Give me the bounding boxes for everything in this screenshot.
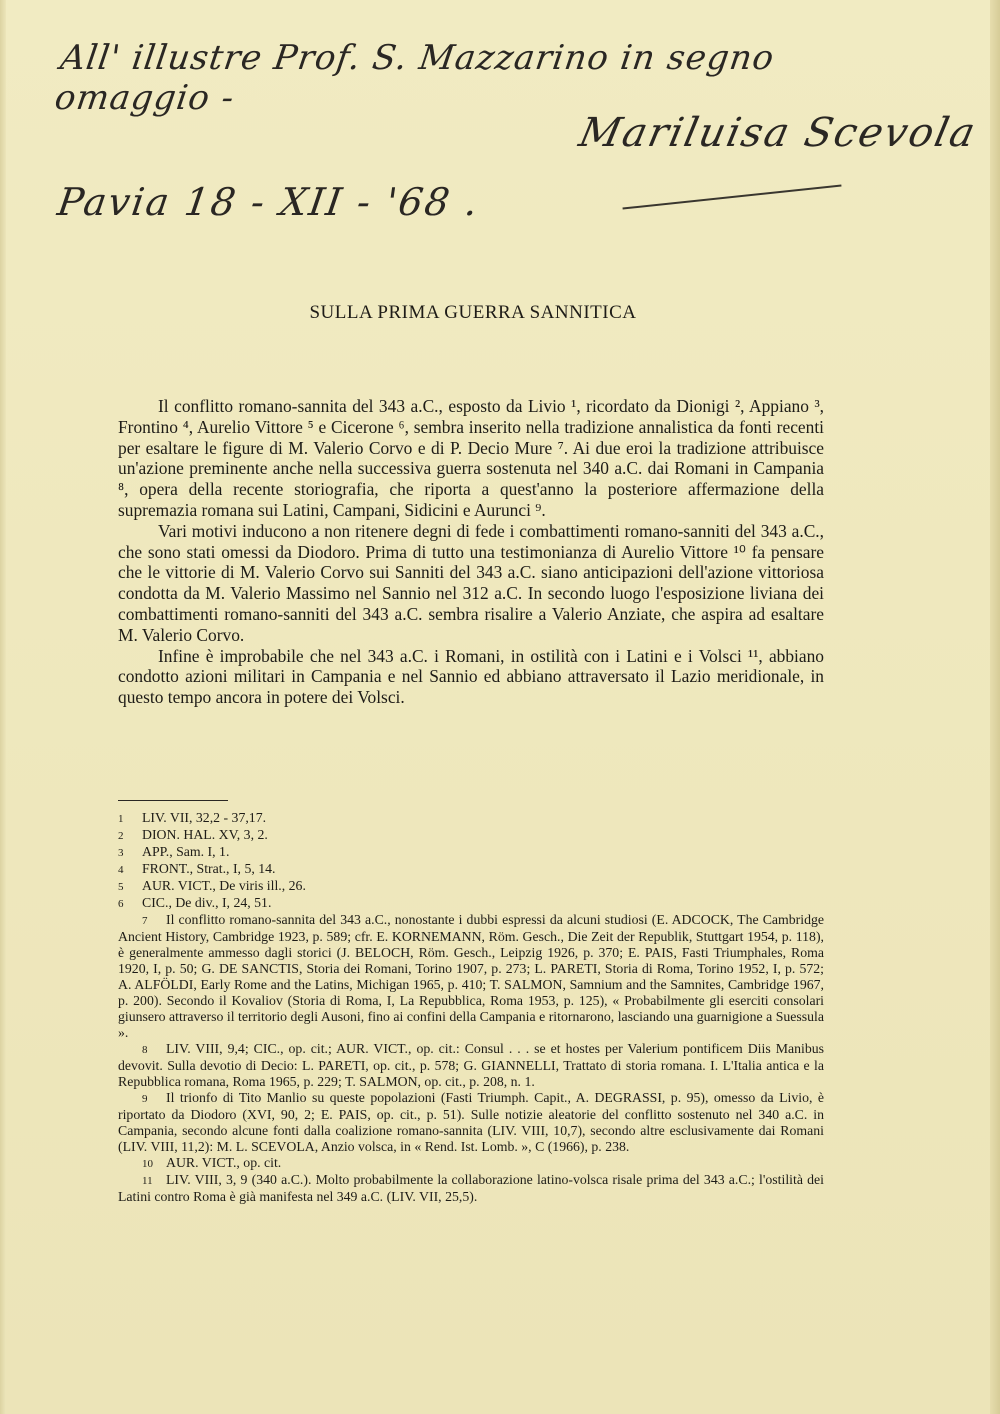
signature-underline	[622, 185, 841, 210]
footnote-text: APP., Sam. I, 1.	[142, 844, 230, 859]
handwritten-dedication: All' illustre Prof. S. Mazzarino in segno omaggio -	[52, 38, 777, 118]
footnote-text: LIV. VIII, 3, 9 (340 a.C.). Molto probabilmente la collaborazione latino-volsca risale prima del 343 a.C.; l'ostilità dei Latini contro Roma è già manifesta nel 349 a.C. (LIV. VII, 25,5).	[118, 1172, 824, 1204]
footnote-1	[118, 810, 824, 827]
paragraph-3: Infine è improbabile che nel 343 a.C. i Romani, in ostilità con i Latini e i Volsci ¹¹, abbiano condotto azioni militari in Campania e nel Sannio ed abbiano attraversato il Lazio meridionale, in questo tempo ancora in potere dei Volsci.	[118, 645, 824, 708]
footnote-9	[118, 1090, 824, 1155]
page-left-edge	[0, 0, 6, 1414]
footnote-text: CIC., De div., I, 24, 51.	[142, 895, 272, 910]
footnotes	[118, 810, 824, 1205]
handwritten-place-date: Pavia 18 - XII - '68 .	[54, 180, 483, 224]
footnote-6	[118, 895, 824, 912]
footnote-text: AUR. VICT., De viris ill., 26.	[142, 878, 306, 893]
footnote-number: 4	[118, 864, 124, 876]
footnote-11	[118, 1172, 824, 1205]
footnote-text: AUR. VICT., op. cit.	[166, 1155, 282, 1170]
footnote-separator	[118, 800, 228, 801]
article-body	[118, 396, 824, 708]
footnote-number: 6	[118, 898, 124, 910]
footnote-text: DION. HAL. XV, 3, 2.	[142, 827, 268, 842]
footnote-7	[118, 912, 824, 1041]
footnote-text: Il trionfo di Tito Manlio su queste popolazioni (Fasti Triumph. Capit., A. DEGRASSI, p. 95), omesso da Livio, è riportato da Diodoro (XVI, 90, 2; E. PAIS, op. cit., p. 51). Sulle notizie aleatorie del conflitto sostenuto nel 340 a.C. in Campania, secondo alcune fonti dalla coalizione romano-sannita (LIV. VIII, 10,7), secondo altre esclusivamente dai Romani (LIV. VIII, 11,2): M. L. SCEVOLA, Anzio volsca, in « Rend. Ist. Lomb. », C (1966), p. 238.	[118, 1090, 824, 1154]
footnote-4	[118, 861, 824, 878]
footnote-number: 3	[118, 847, 124, 859]
handwritten-signature: Mariluisa Scevola	[575, 110, 981, 156]
paragraph-2: Vari motivi inducono a non ritenere degni di fede i combattimenti romano-sanniti del 343 a.C., che sono stati omessi da Diodoro. Prima di tutto una testimonianza di Aurelio Vittore ¹⁰ fa pensare che le vittorie di M. Valerio Corvo sui Sanniti del 343 a.C. siano anticipazioni dell'azione vittoriosa condotta da M. Valerio Massimo nel Sannio nel 312 a.C. In secondo luogo l'esposizione liviana dei combattimenti romano-sanniti del 343 a.C. sembra risalire a Valerio Anziate, che aspira ad esaltare M. Valerio Corvo.	[118, 520, 824, 645]
footnote-number: 5	[118, 881, 124, 893]
footnote-5	[118, 878, 824, 895]
article-title: SULLA PRIMA GUERRA SANNITICA	[309, 302, 637, 323]
footnote-2	[118, 827, 824, 844]
paragraph-1: Il conflitto romano-sannita del 343 a.C., esposto da Livio ¹, ricordato da Dionigi ², Appiano ³, Frontino ⁴, Aurelio Vittore ⁵ e Cicerone ⁶, sembra inserito nella tradizione annalistica da fonti recenti per esaltare le figure di M. Valerio Corvo e di P. Decio Mure ⁷. Ai due eroi la tradizione attribuisce un'azione preminente anche nella successiva guerra sostenuta nel 340 a.C. dai Romani in Campania ⁸, opera della recente storiografia, che riporta a quest'anno la posteriore affermazione della supremazia romana sui Latini, Campani, Sidicini e Aurunci ⁹.	[118, 396, 824, 520]
footnote-number: 1	[118, 813, 124, 825]
footnote-3	[118, 844, 824, 861]
footnote-number: 8	[142, 1044, 148, 1056]
footnote-number: 7	[142, 915, 148, 927]
footnote-text: Il conflitto romano-sannita del 343 a.C., nonostante i dubbi espressi da alcuni studiosi (E. ADCOCK, The Cambridge Ancient History, Cambridge 1923, p. 589; cfr. E. KORNEMANN, Röm. Gesch., Die Zeit der Republik, Stuttgart 1954, p. 118), è generalmente ammesso dagli storici (J. BELOCH, Röm. Gesch., Leipzig 1926, p. 370; E. PAIS, Fasti Triumphales, Roma 1920, I, p. 50; G. DE SANCTIS, Storia dei Romani, Torino 1907, p. 273; L. PARETI, Storia di Roma, Torino 1952, I, p. 572; A. ALFÖLDI, Early Rome and the Latins, Michigan 1965, p. 410; T. SALMON, Samnium and the Samnites, Cambridge 1967, p. 200). Secondo il Kovaliov (Storia di Roma, I, La Repubblica, Roma 1953, p. 125), « Probabilmente gli eserciti consolari giunsero attraverso il territorio degli Ausoni, fino ai confini della Campania e ritornarono, lasciando una guarnigione a Suessula ».	[118, 912, 824, 1040]
footnote-text: LIV. VIII, 9,4; CIC., op. cit.; AUR. VICT., op. cit.: Consul . . . se et hostes per Valerium pontificem Diis Manibus devovit. Sulla devotio di Decio: L. PARETI, op. cit., p. 578; G. GIANNELLI, Trattato di storia romana. I. L'Italia antica e la Repubblica romana, Roma 1965, p. 229; T. SALMON, op. cit., p. 208, n. 1.	[118, 1041, 824, 1089]
footnote-10	[118, 1155, 824, 1172]
page-right-edge	[990, 0, 1000, 1414]
footnote-number: 10	[142, 1158, 153, 1170]
footnote-text: FRONT., Strat., I, 5, 14.	[142, 861, 276, 876]
footnote-8	[118, 1041, 824, 1090]
footnote-text: LIV. VII, 32,2 - 37,17.	[142, 810, 267, 825]
footnote-number: 2	[118, 830, 124, 842]
footnote-number: 9	[142, 1093, 148, 1105]
footnote-number: 11	[142, 1175, 153, 1187]
